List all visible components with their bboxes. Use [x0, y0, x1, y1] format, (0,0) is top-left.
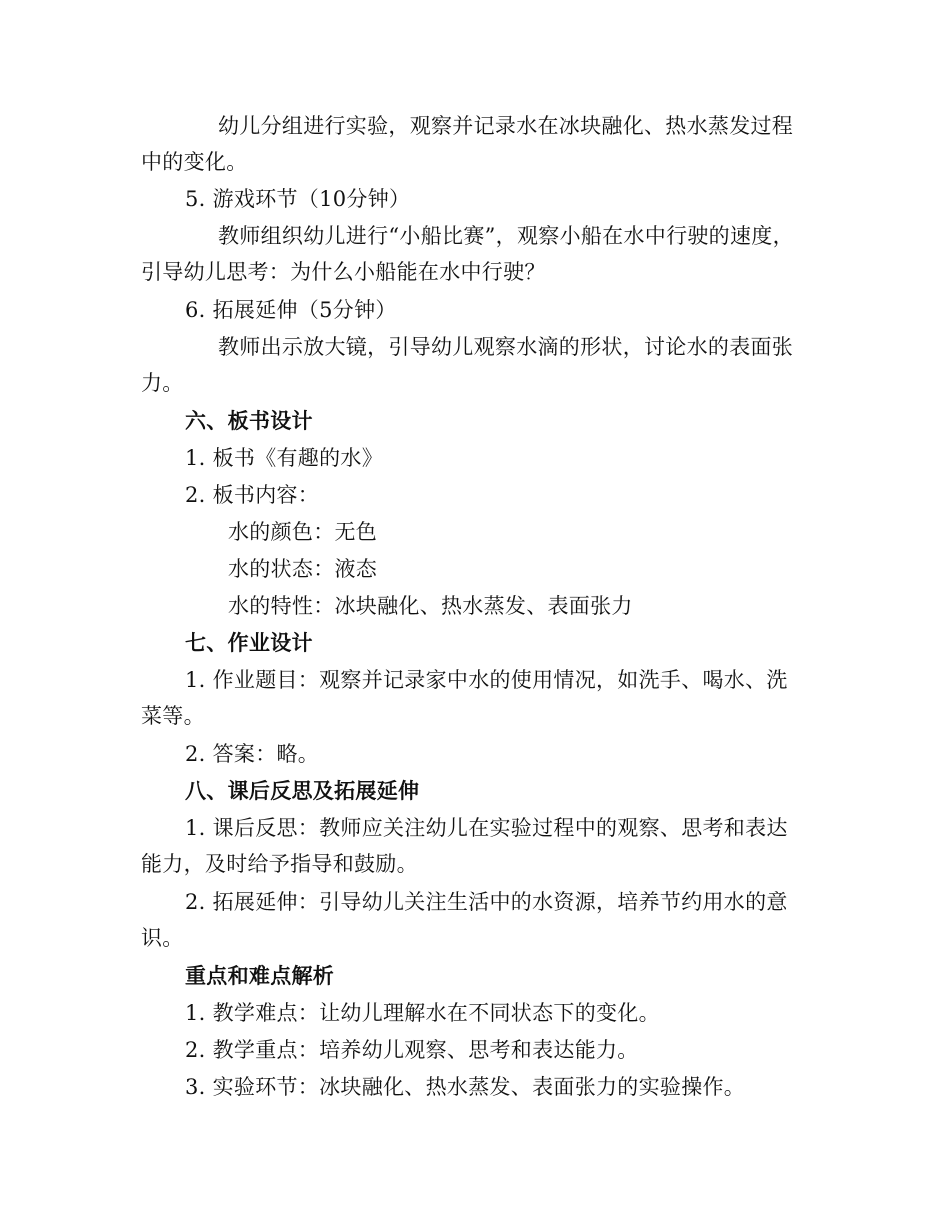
list-item-continuation: 识。	[141, 926, 184, 950]
list-item: 1. 教学难点：让幼儿理解水在不同状态下的变化。	[185, 1001, 660, 1025]
list-item: 1. 板书《有趣的水》	[185, 446, 384, 470]
body-paragraph-line: 引导幼儿思考：为什么小船能在水中行驶？	[141, 260, 546, 284]
section-heading: 六、板书设计	[185, 408, 313, 433]
sub-list-item: 水的特性：冰块融化、热水蒸发、表面张力	[228, 594, 633, 618]
list-item: 3. 实验环节：冰块融化、热水蒸发、表面张力的实验操作。	[185, 1075, 746, 1099]
body-paragraph-line: 幼儿分组进行实验，观察并记录水在冰块融化、热水蒸发过程	[218, 114, 794, 138]
list-item: 2. 板书内容：	[185, 483, 320, 507]
section-heading: 重点和难点解析	[185, 963, 335, 988]
list-item: 1. 作业题目：观察并记录家中水的使用情况，如洗手、喝水、洗	[185, 668, 788, 692]
list-item-heading: 6. 拓展延伸（5分钟）	[185, 298, 397, 322]
list-item: 2. 答案：略。	[185, 742, 320, 766]
body-paragraph-line: 中的变化。	[141, 150, 248, 174]
list-item-heading: 5. 游戏环节（10分钟）	[185, 187, 411, 211]
list-item: 2. 教学重点：培养幼儿观察、思考和表达能力。	[185, 1038, 639, 1062]
body-paragraph-line: 教师出示放大镜，引导幼儿观察水滴的形状，讨论水的表面张	[218, 335, 794, 359]
section-heading: 八、课后反思及拓展延伸	[185, 778, 420, 803]
sub-list-item: 水的颜色：无色	[228, 520, 378, 544]
list-item: 2. 拓展延伸：引导幼儿关注生活中的水资源，培养节约用水的意	[185, 890, 788, 914]
list-item-continuation: 能力，及时给予指导和鼓励。	[141, 852, 418, 876]
list-item-continuation: 菜等。	[141, 704, 205, 728]
body-paragraph-line: 力。	[141, 371, 184, 395]
sub-list-item: 水的状态：液态	[228, 557, 378, 581]
section-heading: 七、作业设计	[185, 630, 313, 655]
body-paragraph-line: 教师组织幼儿进行“小船比赛”，观察小船在水中行驶的速度，	[218, 224, 794, 248]
list-item: 1. 课后反思：教师应关注幼儿在实验过程中的观察、思考和表达	[185, 816, 788, 840]
